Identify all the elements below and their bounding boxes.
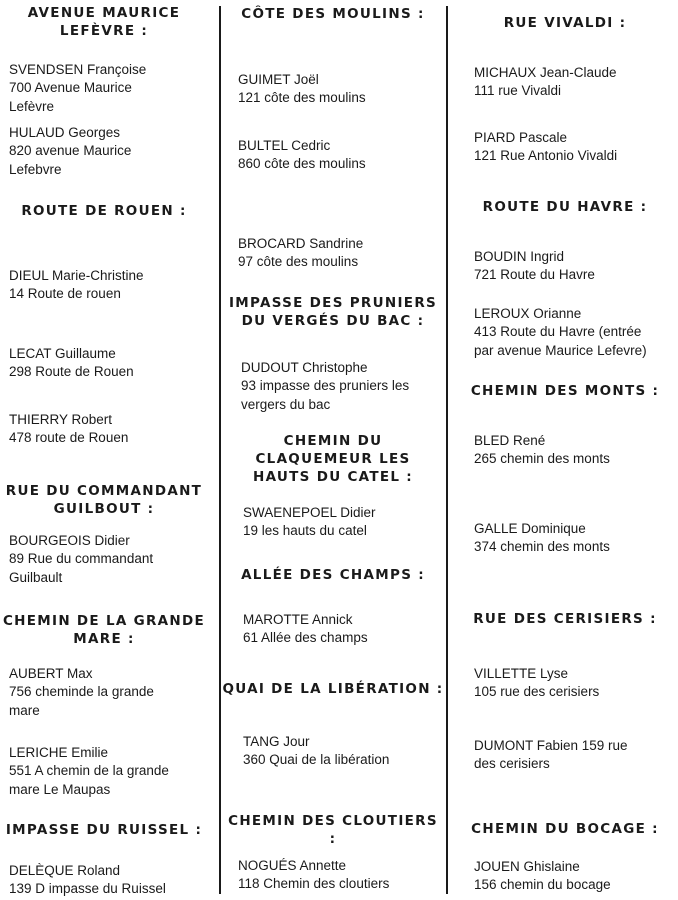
resident-name: BOUDIN Ingrid <box>474 249 565 264</box>
resident-address: 105 rue des cerisiers <box>474 684 600 699</box>
resident-address: 700 Avenue Maurice Lefèvre <box>9 80 132 114</box>
column-divider-1 <box>219 6 221 894</box>
resident-address: 756 cheminde la grande mare <box>9 684 154 718</box>
street-heading: CHEMIN DE LA GRANDE MARE : <box>2 613 206 647</box>
street-heading: AVENUE MAURICE LEFÈVRE : <box>27 5 181 39</box>
resident-address: 820 avenue Maurice Lefebvre <box>9 143 132 177</box>
resident-name: BULTEL Cedric <box>238 138 331 153</box>
resident-address: 118 Chemin des cloutiers <box>238 876 390 891</box>
street-heading: QUAI DE LA LIBÉRATION : <box>222 681 444 697</box>
resident-address: 156 chemin du bocage <box>474 877 611 892</box>
resident-name: PIARD Pascale <box>474 130 568 145</box>
resident-name: JOUEN Ghislaine <box>474 859 580 874</box>
resident-address: 61 Allée des champs <box>243 630 368 645</box>
resident-name: GUIMET Joël <box>238 72 319 87</box>
resident-name: BLED René <box>474 433 546 448</box>
street-heading: ROUTE DU HAVRE : <box>482 199 648 215</box>
resident-address: 478 route de Rouen <box>9 430 129 445</box>
street-heading: RUE DES CERISIERS : <box>473 611 657 627</box>
resident-name: BROCARD Sandrine <box>238 236 364 251</box>
column-divider-2 <box>446 6 448 894</box>
resident-name: TANG Jour <box>243 734 310 749</box>
resident-name: SVENDSEN Françoise <box>9 62 147 77</box>
resident-name: BOURGEOIS Didier <box>9 533 130 548</box>
resident-address: 551 A chemin de la grande mare Le Maupas <box>9 763 169 797</box>
resident-address: des cerisiers <box>474 756 550 771</box>
resident-name: MAROTTE Annick <box>243 612 353 627</box>
resident-address: 413 Route du Havre (entrée par avenue Maurice Lefevre) <box>474 324 647 358</box>
resident-name: DUDOUT Christophe <box>241 360 368 375</box>
resident-name: DIEUL Marie-Christine <box>9 268 144 283</box>
resident-address: 360 Quai de la libération <box>243 752 390 767</box>
resident-name: MICHAUX Jean-Claude <box>474 65 617 80</box>
resident-address: 97 côte des moulins <box>238 254 359 269</box>
street-heading: CHEMIN DU CLAQUEMEUR LES HAUTS DU CATEL : <box>252 433 414 485</box>
resident-address: 860 côte des moulins <box>238 156 366 171</box>
street-heading: RUE DU COMMANDANT GUILBOUT : <box>5 483 203 517</box>
resident-address: 121 Rue Antonio Vivaldi <box>474 148 618 163</box>
street-heading: CHEMIN DU BOCAGE : <box>471 821 659 837</box>
resident-address: 265 chemin des monts <box>474 451 610 466</box>
resident-name: NOGUÉS Annette <box>238 858 347 873</box>
resident-address: 89 Rue du commandant Guilbault <box>9 551 154 585</box>
resident-name: GALLE Dominique <box>474 521 586 536</box>
resident-name: DELÈQUE Roland <box>9 863 121 878</box>
resident-address: 93 impasse des pruniers les vergers du bac <box>241 378 410 412</box>
resident-address: 374 chemin des monts <box>474 539 610 554</box>
resident-name: LECAT Guillaume <box>9 346 116 361</box>
street-heading: ALLÉE DES CHAMPS : <box>241 567 425 583</box>
street-heading: IMPASSE DU RUISSEL : <box>5 822 203 838</box>
resident-address: 121 côte des moulins <box>238 90 366 105</box>
street-heading: ROUTE DE ROUEN : <box>21 203 187 219</box>
resident-address: 19 les hauts du catel <box>243 523 367 538</box>
resident-name: LERICHE Emilie <box>9 745 109 760</box>
street-heading: CHEMIN DES CLOUTIERS : <box>228 813 438 847</box>
resident-name: SWAENEPOEL Didier <box>243 505 376 520</box>
resident-name: HULAUD Georges <box>9 125 121 140</box>
resident-address: 298 Route de Rouen <box>9 364 134 379</box>
resident-address: 721 Route du Havre <box>474 267 595 282</box>
street-heading: RUE VIVALDI : <box>503 15 627 31</box>
resident-name: VILLETTE Lyse <box>474 666 569 681</box>
resident-address: 139 D impasse du Ruissel <box>9 881 166 896</box>
resident-name: LEROUX Orianne <box>474 306 582 321</box>
resident-address: 111 rue Vivaldi <box>474 83 562 98</box>
street-heading: CÔTE DES MOULINS : <box>241 6 425 22</box>
resident-name: THIERRY Robert <box>9 412 113 427</box>
resident-name: DUMONT Fabien 159 rue <box>474 738 628 753</box>
resident-address: 14 Route de rouen <box>9 286 121 301</box>
street-heading: IMPASSE DES PRUNIERS DU VERGÉS DU BAC : <box>228 295 438 329</box>
resident-name: AUBERT Max <box>9 666 93 681</box>
street-heading: CHEMIN DES MONTS : <box>470 383 660 399</box>
